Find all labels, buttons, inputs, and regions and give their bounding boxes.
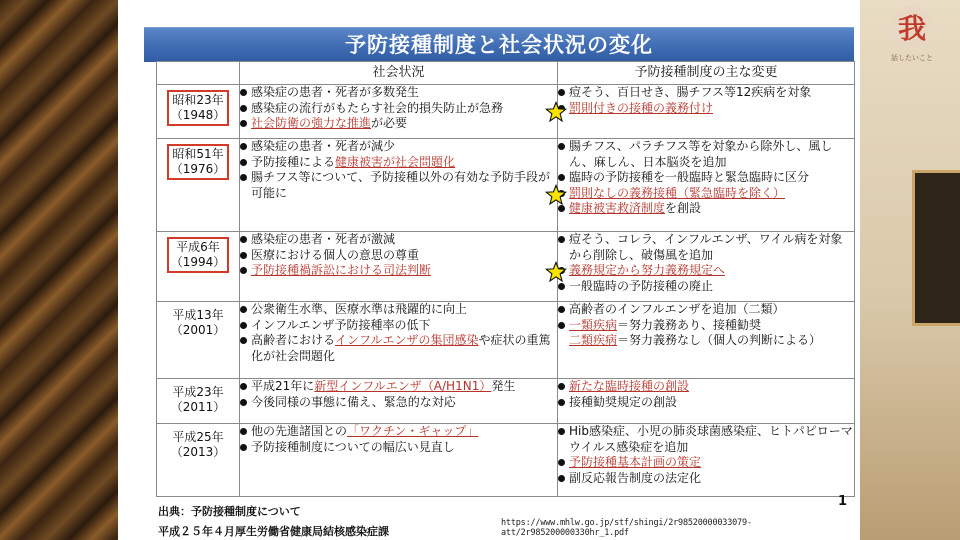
change-cell [558,302,855,379]
source-url[interactable]: https://www.mhlw.go.jp/stf/shingi/2r98520000033079-att/2r985200000330hr_1.pdf [501,518,752,538]
item-text: 発生 [491,379,516,393]
change-item [558,395,854,411]
social-item [240,170,557,201]
item-text: 感染症の患者・死者が多数発生 [251,85,420,99]
social-cell [240,85,558,139]
social-item [240,302,557,318]
channel-logo [886,6,938,78]
social-item [240,424,557,440]
item-text: 平成21年に [251,379,315,393]
change-item [558,333,854,349]
item-text: 接種勧奨規定の創設 [569,394,678,409]
slide [118,0,860,540]
change-item [558,139,854,170]
table-row [157,424,855,497]
social-item [240,263,557,279]
header-change: 予防接種制度の主な変更 [558,62,855,85]
star-icon [545,184,567,206]
change-item [558,302,854,318]
era-year: （1976） [170,162,226,176]
table-row [157,379,855,424]
change-cell [558,85,855,139]
page-number: 1 [838,494,848,509]
item-text: 腸チフス、パラチフス等を対象から除外し、風しん、麻しん、日本脳炎を追加 [569,139,833,169]
change-cell [558,232,855,302]
item-text: インフルエンザ予防接種率の低下 [251,317,431,332]
item-text: 臨時の予防接種を一般臨時と緊急臨時に区分 [569,170,810,184]
era-cell [157,85,240,139]
era-label [169,307,228,339]
header-social: 社会状況 [240,62,558,85]
social-item [240,333,557,364]
table-row [157,139,855,232]
table-body [157,85,855,497]
source-line-1: 出典：予防接種制度について [158,505,301,518]
social-item [240,85,557,101]
change-item [558,232,854,263]
change-cell [558,424,855,497]
change-item [558,471,854,487]
emphasis-text: 健康被害が社会問題化 [335,154,456,169]
item-text: 予防接種による [251,154,336,169]
change-item [558,455,854,471]
social-item [240,116,557,132]
item-text: を創設 [665,201,702,215]
era-year: （1994） [170,255,226,269]
era-cell [157,232,240,302]
comparison-table [156,61,855,497]
table-row [157,232,855,302]
era-year: （2011） [170,400,226,414]
era-cell [157,139,240,232]
item-text: が必要 [371,116,408,130]
era-name: 昭和23年 [172,93,224,107]
emphasis-text: 新型インフルエンザ（A/H1N1） [314,379,492,393]
era-cell [157,379,240,424]
social-cell [240,232,558,302]
item-text: ＝努力義務なし（個人の判断による） [617,333,822,347]
change-item [558,279,854,295]
item-text: 医療における個人の意思の尊重 [251,247,420,262]
emphasis-text: 「ワクチン・ギャップ」 [347,424,479,438]
emphasis-text: 新たな臨時接種の創設 [569,379,690,393]
item-text: 一般臨時の予防接種の廃止 [569,278,714,293]
wall-picture-frame [912,170,960,326]
era-name: 平成23年 [172,385,224,399]
emphasis-text: インフルエンザの集団感染 [335,333,479,347]
social-item [240,101,557,117]
item-text: 痘そう、百日せき、腸チフス等12疾病を対象 [569,85,812,99]
change-item [558,101,854,117]
era-highlight-box [167,144,230,180]
social-cell [240,302,558,379]
item-text: 高齢者のインフルエンザを追加（二類） [569,302,785,316]
emphasis-text: 予防接種禍訴訟における司法判断 [251,263,432,277]
item-text: 予防接種制度についての幅広い見直し [251,439,455,454]
change-item [558,85,854,101]
item-text: 腸チフス等について、予防接種以外の有効な予防手段が可能に [251,170,551,200]
background-curtain [0,0,118,540]
social-item [240,248,557,264]
change-cell [558,139,855,232]
change-item [558,170,854,186]
social-cell [240,379,558,424]
item-text: 副反応報告制度の法定化 [569,470,702,485]
emphasis-text: 二類疾病 [569,333,618,347]
social-item [240,155,557,171]
table-row [157,302,855,379]
social-item [240,440,557,456]
item-text: Hib感染症、小児の肺炎球菌感染症、ヒトパピローマウイルス感染症を追加 [569,424,853,454]
table-header-row [157,62,855,85]
item-text: 感染症の患者・死者が減少 [251,139,396,153]
item-text: 公衆衛生水準、医療水準は飛躍的に向上 [251,302,468,316]
social-item [240,139,557,155]
logo-mark: 我 [889,6,935,52]
item-text: ＝努力義務あり、接種勧奨 [617,317,762,332]
item-text: 今後同様の事態に備え、緊急的な対応 [251,394,456,409]
era-year: （2001） [170,323,226,337]
change-item [558,186,854,202]
era-year: （1948） [170,108,226,122]
title-bar [144,27,854,62]
item-text: 感染症の患者・死者が激減 [251,232,396,246]
item-text: 他の先進諸国との [251,424,348,438]
source-line-2: 平成２５年４月厚生労働省健康局結核感染症課 [158,525,389,538]
era-highlight-box [167,237,230,273]
item-text: 感染症の流行がもたらす社会的損失防止が急務 [251,100,504,115]
logo-subtitle: 話したいこと [891,54,933,62]
item-text: や症状の重篤化が社会問題化 [251,333,551,363]
era-name: 平成25年 [172,430,224,444]
era-name: 昭和51年 [172,147,224,161]
item-text: 痘そう、コレラ、インフルエンザ、ワイル病を対象から削除し、破傷風を追加 [569,232,843,262]
change-item [558,318,854,334]
social-cell [240,139,558,232]
era-label [169,384,228,416]
change-cell [558,379,855,424]
emphasis-text: 罰則付きの接種の義務付け [569,100,714,115]
change-item [558,379,854,395]
social-item [240,318,557,334]
header-era [157,62,240,85]
change-item [558,263,854,279]
emphasis-text: 健康被害救済制度 [569,201,666,215]
era-label [169,429,228,461]
table-row [157,85,855,139]
social-item [240,232,557,248]
emphasis-text: 社会防衛の強力な推進 [251,116,372,130]
era-cell [157,302,240,379]
era-highlight-box [167,90,230,126]
slide-title: 予防接種制度と社会状況の変化 [345,33,653,57]
era-name: 平成13年 [172,308,224,322]
star-icon [545,261,567,283]
era-year: （2013） [170,445,226,459]
era-name: 平成6年 [176,240,220,254]
change-item [558,424,854,455]
change-item [558,201,854,217]
era-cell [157,424,240,497]
emphasis-text: 罰則なしの義務接種（緊急臨時を除く） [569,185,786,200]
emphasis-text: 予防接種基本計画の策定 [569,455,702,469]
social-cell [240,424,558,497]
star-icon [545,101,567,123]
background-wall [860,0,960,540]
emphasis-text: 一類疾病 [569,317,618,332]
item-text: 高齢者における [251,333,336,347]
social-item [240,379,557,395]
emphasis-text: 義務規定から努力義務規定へ [569,263,726,277]
social-item [240,395,557,411]
